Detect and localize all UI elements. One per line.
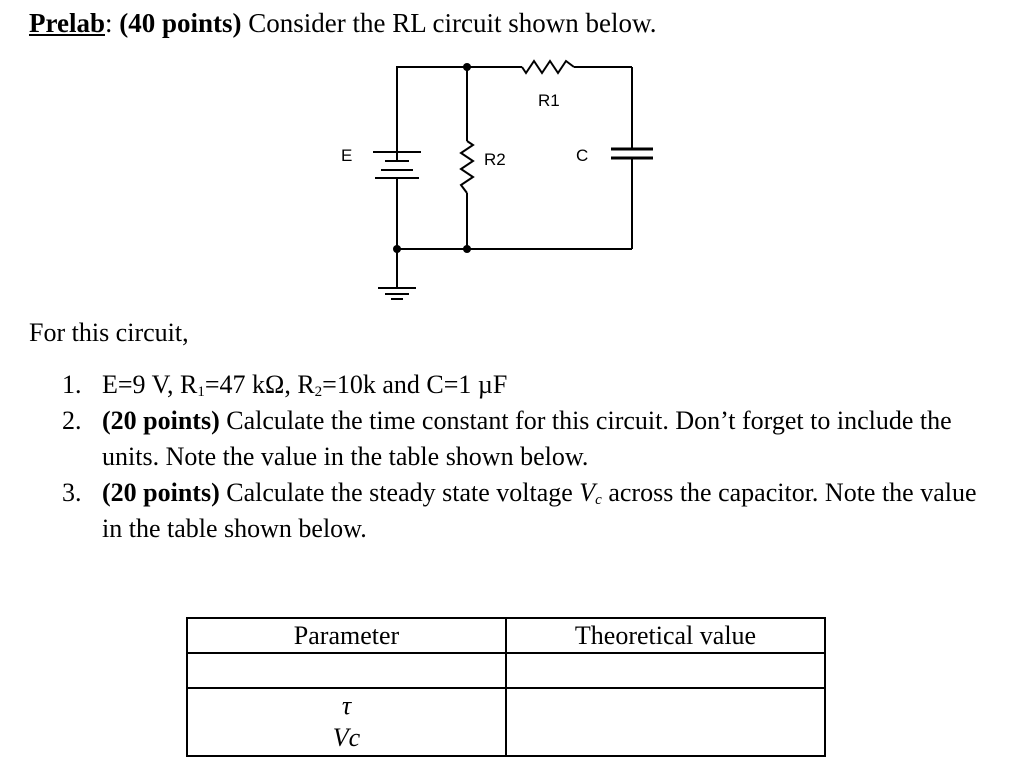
junction-bottom-left [393, 245, 401, 253]
heading-text: Consider the RL circuit shown below. [248, 8, 657, 38]
table-row [187, 688, 825, 756]
instruction-list [62, 367, 997, 547]
cell-value[interactable] [506, 653, 825, 688]
results-table [186, 617, 826, 757]
resistor-r2 [461, 141, 473, 193]
cell-parameter[interactable] [187, 688, 506, 756]
header-parameter: Parameter [187, 618, 506, 653]
cell-parameter[interactable] [187, 653, 506, 688]
wire-top [397, 67, 522, 161]
label-source: E [341, 146, 353, 165]
list-item: 2. (20 points) Calculate the time constant for this circuit. Don’t forget to include the units. Note the value in the table shown below. [62, 406, 952, 471]
param-vc: Vc [332, 723, 361, 752]
cell-value[interactable] [506, 688, 825, 756]
junction-bottom-mid [463, 245, 471, 253]
rc-circuit-diagram [0, 0, 1024, 320]
table-header-row [187, 618, 825, 653]
list-item: 3. (20 points) Calculate the steady state voltage $V_c$ across the capacitor. Note the value in the table shown below. [62, 478, 977, 543]
header-theoretical-value: Theoretical value [506, 618, 825, 653]
heading-points: (40 points) [119, 8, 242, 38]
resistor-r1 [522, 61, 574, 73]
intro-text: For this circuit, [29, 318, 189, 347]
label-r1: R1 [538, 91, 560, 110]
prelab-label: Prelab [29, 8, 105, 38]
table-row [187, 653, 825, 688]
param-tau: τ [341, 691, 352, 720]
list-item: 1. E=9 V, $R_1=47$ kΩ, $R_2=10k$ and C=1 µF [62, 370, 508, 400]
junction-top [463, 63, 471, 71]
label-capacitor: C [576, 146, 589, 165]
page-heading: Prelab: (40 points) Consider the RL circuit shown below. [29, 8, 657, 38]
label-r2: R2 [484, 150, 506, 169]
